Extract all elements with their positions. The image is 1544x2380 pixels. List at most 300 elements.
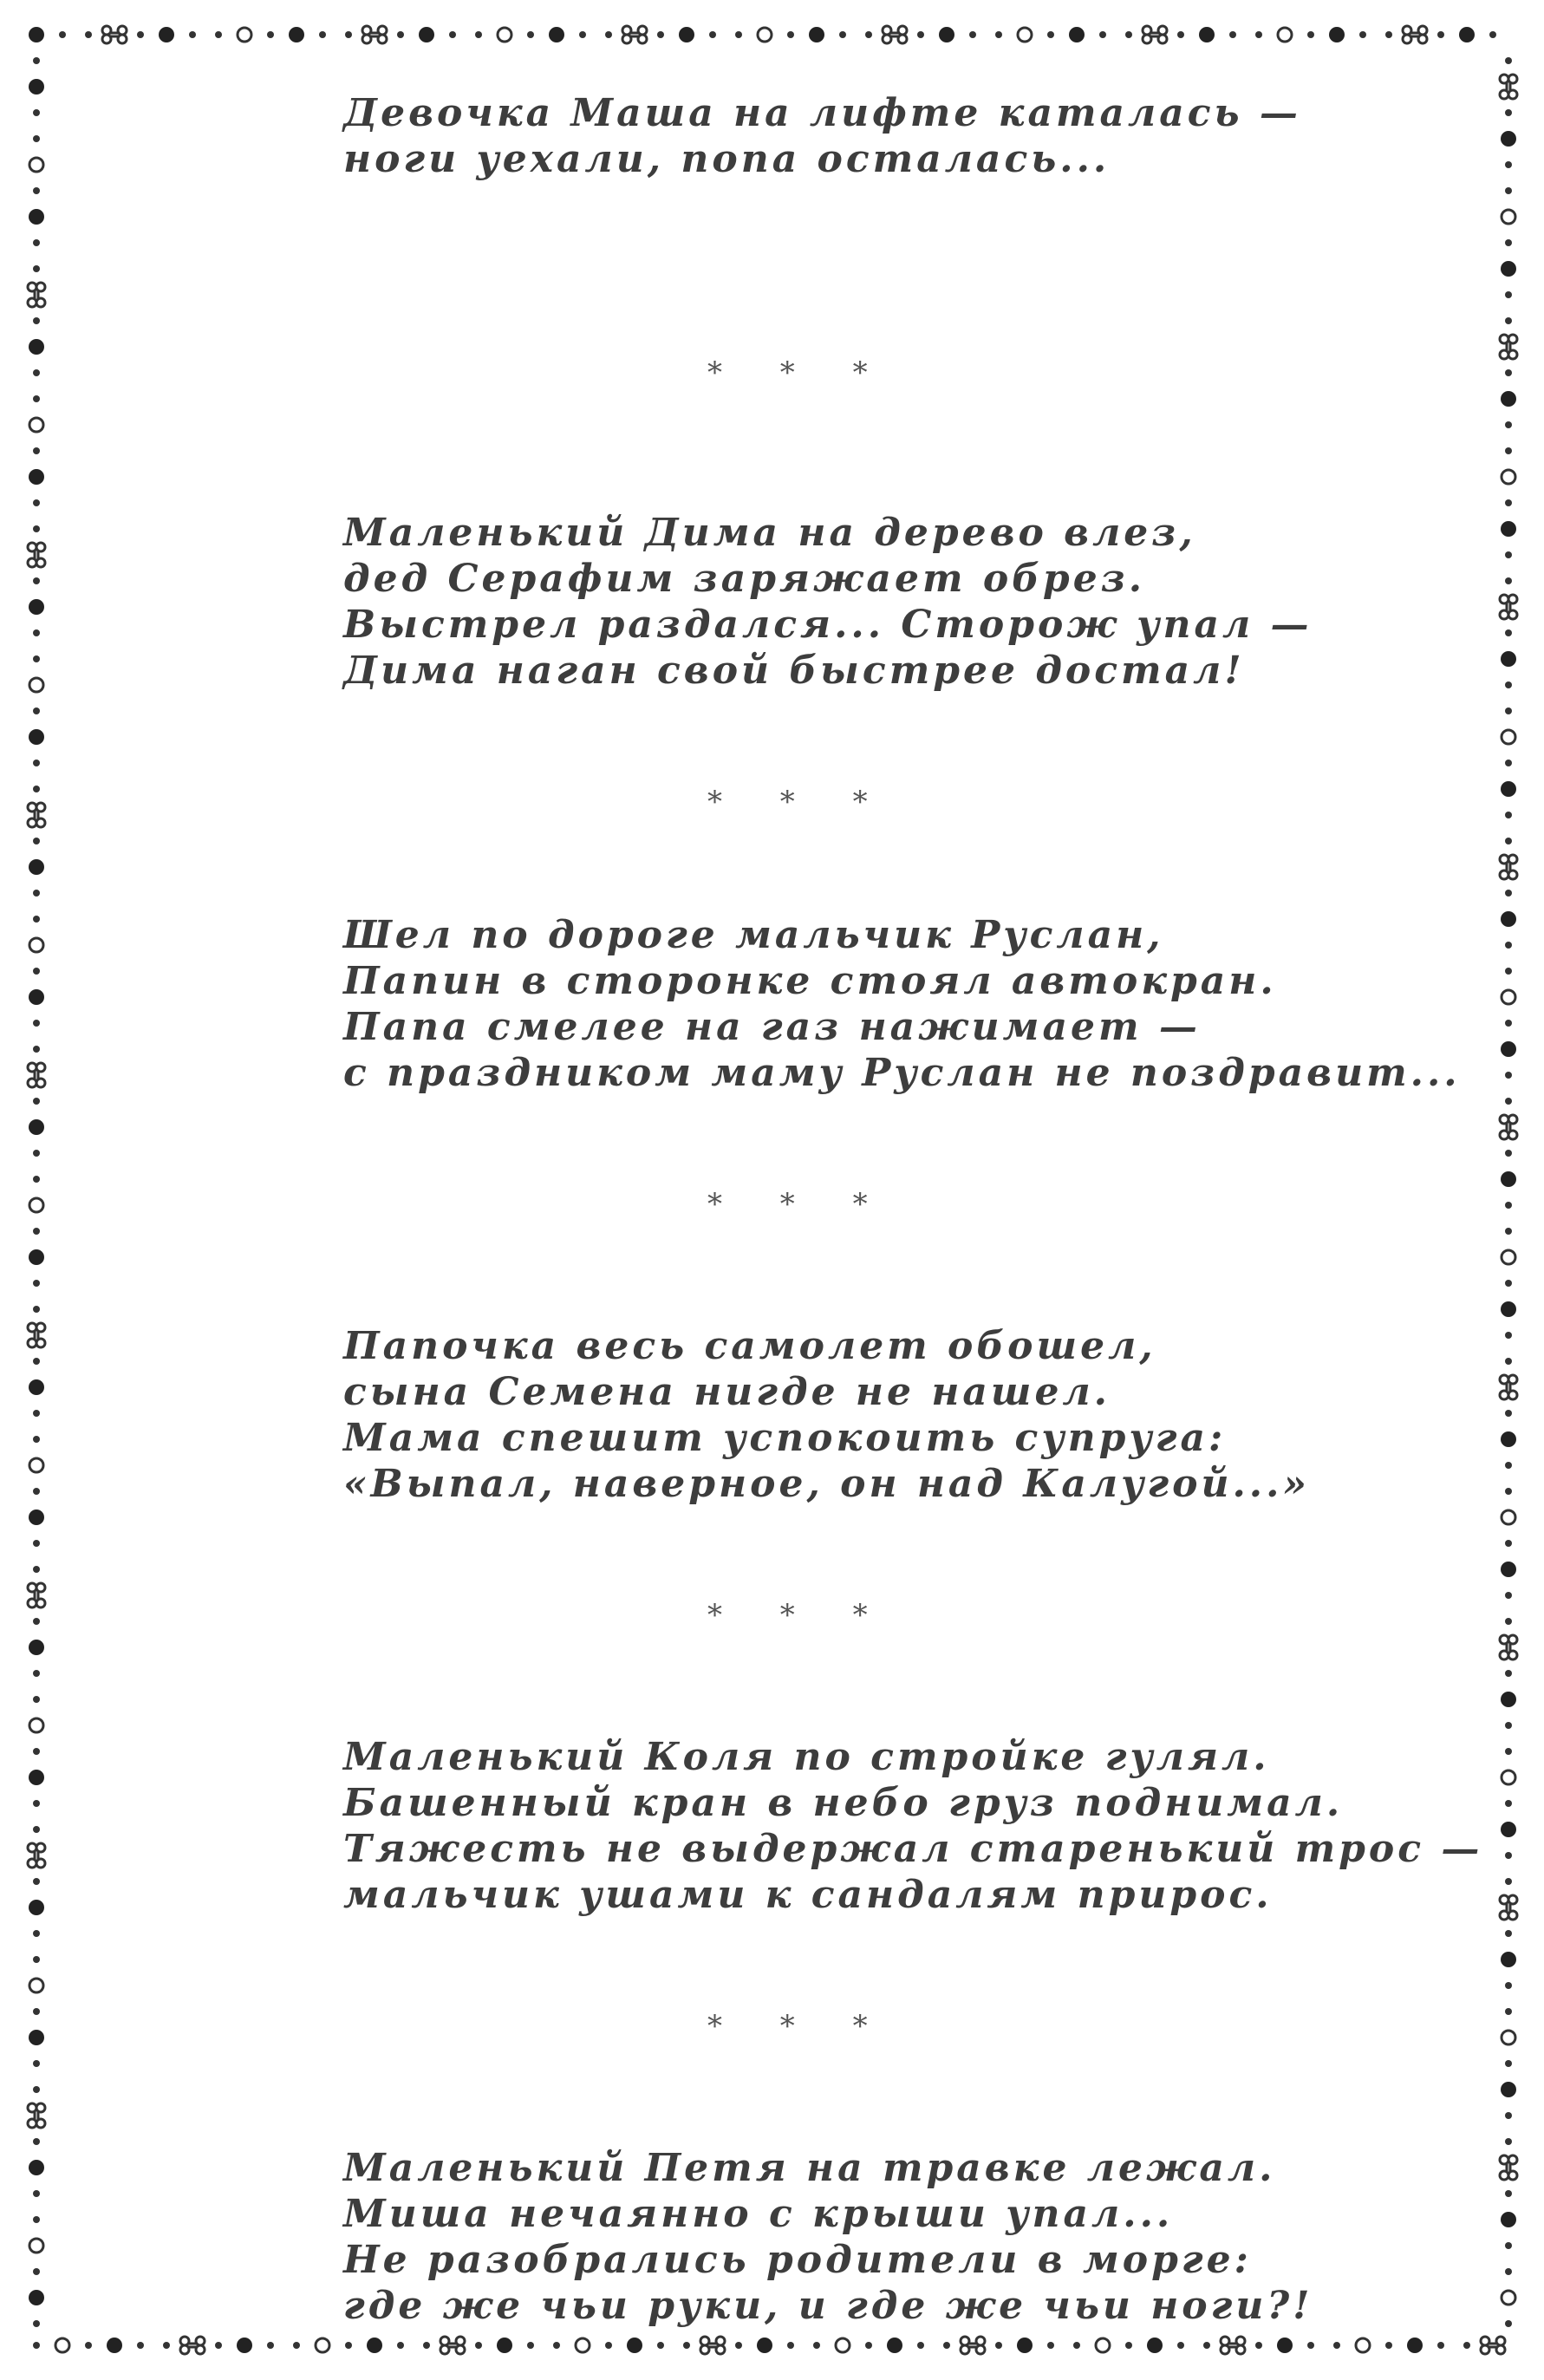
ornament-dot <box>1505 1462 1512 1469</box>
ornament-dot <box>33 1280 40 1287</box>
ornament-dot <box>1278 28 1292 42</box>
ornament-dot <box>1505 317 1512 324</box>
bone-icon <box>883 26 907 43</box>
ornament-dot <box>33 369 40 376</box>
ornament-dot <box>939 27 954 42</box>
bone-icon <box>1481 2337 1505 2354</box>
ornament-dot <box>1307 2342 1314 2349</box>
ornament-dot <box>917 2342 924 2349</box>
ornament-dot <box>29 1718 43 1732</box>
ornament-dot <box>1505 551 1512 558</box>
ornament-dot <box>1047 31 1054 38</box>
ornament-dot <box>29 1458 43 1472</box>
asterisks: * * * <box>707 355 892 390</box>
ornament-dot <box>33 1306 40 1313</box>
stanza-line: сына Семена нигде не нашел. <box>343 1370 1111 1414</box>
ornament-dot <box>1501 261 1516 277</box>
ornament-dot <box>1437 31 1444 38</box>
ornament-dot <box>33 629 40 636</box>
ornament-dot <box>345 31 352 38</box>
ornament-dot <box>1505 2060 1512 2067</box>
ornament-dot <box>33 135 40 142</box>
bone-icon <box>1403 26 1427 43</box>
ornament-dot <box>33 1410 40 1417</box>
stanza-line: Не разобрались родители в морге: <box>343 2238 1252 2282</box>
ornament-dot <box>29 678 43 692</box>
ornament-dot <box>33 1046 40 1053</box>
ornament-dot <box>1385 31 1392 38</box>
ornament-dot <box>1501 1952 1516 1967</box>
ornament-dot <box>1505 890 1512 897</box>
stanza-line: Девочка Маша на лифте каталась — <box>343 91 1301 135</box>
stanza-line: Выстрел раздался... Сторож упал — <box>343 603 1313 647</box>
ornament-dot <box>1229 31 1236 38</box>
bone-icon <box>440 2337 465 2354</box>
ornament-dot <box>33 2190 40 2197</box>
bone-icon <box>1500 75 1517 99</box>
ornament-dot <box>29 2239 43 2253</box>
stanza-separator <box>343 1507 1384 1734</box>
ornament-dot <box>1147 2338 1163 2353</box>
ornament-dot <box>475 2342 482 2349</box>
ornament-dot <box>1502 470 1515 484</box>
ornament-dot <box>1489 31 1496 38</box>
stanza-separator <box>343 1918 1384 2145</box>
ornament-dot <box>1385 2342 1392 2349</box>
ornament-dot <box>1505 1540 1512 1547</box>
ornament-dot <box>1125 2342 1132 2349</box>
bone-icon <box>28 803 45 827</box>
stanza-line: Шел по дороге мальчик Руслан, <box>343 913 1164 957</box>
ornament-dot <box>33 2342 40 2349</box>
ornament-dot <box>423 2342 430 2349</box>
ornament-dot <box>33 187 40 194</box>
ornament-dot <box>1505 1228 1512 1235</box>
ornament-dot <box>33 968 40 975</box>
ornament-dot <box>29 1249 44 1265</box>
ornament-dot <box>59 31 66 38</box>
ornament-dot <box>85 31 92 38</box>
ornament-dot <box>33 317 40 324</box>
ornament-dot <box>29 79 44 95</box>
ornament-dot <box>943 2342 950 2349</box>
ornament-dot <box>33 916 40 923</box>
stanza-line: Маленький Петя на травке лежал. <box>343 2146 1276 2190</box>
ornament-dot <box>1501 2212 1516 2227</box>
ornament-dot <box>709 31 716 38</box>
ornament-dot <box>1505 968 1512 975</box>
ornament-dot <box>1505 1618 1512 1625</box>
ornament-dot <box>33 1618 40 1625</box>
ornament-dot <box>29 989 44 1005</box>
ornament-dot <box>1463 2342 1470 2349</box>
ornament-dot <box>29 1510 44 1525</box>
ornament-dot <box>33 1748 40 1755</box>
ornament-dot <box>55 2338 69 2352</box>
ornament-dot <box>1501 651 1516 667</box>
ornament-dot <box>1505 577 1512 584</box>
ornament-dot <box>29 859 44 875</box>
ornament-dot <box>1505 707 1512 714</box>
ornament-dot <box>33 838 40 844</box>
ornament-dot <box>33 1358 40 1365</box>
ornament-dot <box>1505 1722 1512 1729</box>
ornament-dot <box>1307 31 1314 38</box>
bone-icon <box>1500 1115 1517 1139</box>
ornament-dot <box>33 760 40 766</box>
ornament-dot <box>29 158 43 172</box>
bone-icon <box>622 26 647 43</box>
ornament-dot <box>163 2342 170 2349</box>
ornament-dot <box>29 2290 44 2305</box>
ornament-dot <box>735 31 742 38</box>
ornament-dot <box>1017 2338 1033 2353</box>
stanza-line: Миша нечаянно с крыши упал... <box>343 2192 1174 2236</box>
ornament-dot <box>579 31 586 38</box>
ornament-dot <box>29 1379 44 1395</box>
ornament-dot <box>836 2338 850 2352</box>
ornament-dot <box>1329 27 1345 42</box>
ornament-dot <box>1501 1171 1516 1187</box>
ornament-dot <box>605 31 612 38</box>
ornament-dot <box>1505 838 1512 844</box>
ornament-dot <box>33 786 40 792</box>
stanza-5 <box>343 1734 1483 1918</box>
ornament-dot <box>1505 2190 1512 2197</box>
ornament-dot <box>1502 2031 1515 2044</box>
ornament-dot <box>1501 911 1516 927</box>
ornament-dot <box>1502 1770 1515 1784</box>
ornament-dot <box>33 447 40 454</box>
stanza-line: Папа смелее на газ нажимает — <box>343 1005 1201 1049</box>
ornament-dot <box>33 395 40 402</box>
ornament-dot <box>1502 990 1515 1004</box>
ornament-dot <box>289 27 304 42</box>
ornament-dot <box>29 1198 43 1212</box>
ornament-dot <box>1459 27 1475 42</box>
asterisks: * * * <box>707 785 892 819</box>
ornament-dot <box>33 1826 40 1833</box>
ornament-dot <box>787 2342 794 2349</box>
stanza-line: «Выпал, наверное, он над Калугой...» <box>343 1462 1310 1506</box>
ornament-dot <box>1177 2342 1184 2349</box>
ornament-dot <box>657 31 664 38</box>
ornament-dot <box>419 27 434 42</box>
ornament-dot <box>657 2342 664 2349</box>
ornament-dot <box>29 27 44 42</box>
ornament-dot <box>1505 681 1512 688</box>
asterisks: * * * <box>707 2009 892 2044</box>
stanza-6 <box>343 2145 1384 2329</box>
ornament-dot <box>735 2342 742 2349</box>
ornament-dot <box>33 1878 40 1885</box>
ornament-dot <box>33 2268 40 2275</box>
bone-icon <box>1500 855 1517 879</box>
bone-icon <box>1500 1375 1517 1399</box>
bone-icon <box>28 283 45 307</box>
ornament-dot <box>33 1098 40 1105</box>
ornament-dot <box>1505 239 1512 246</box>
bone-icon <box>1500 1635 1517 1659</box>
ornament-dot <box>1505 1332 1512 1339</box>
ornament-dot <box>237 2338 252 2353</box>
ornament-dot <box>29 339 44 355</box>
ornament-dot <box>757 2338 772 2353</box>
ornament-dot <box>137 2342 144 2349</box>
ornament-dot <box>1505 1202 1512 1209</box>
ornament-dot <box>33 1436 40 1443</box>
ornament-dot <box>1501 391 1516 407</box>
ornament-dot <box>1199 27 1215 42</box>
ornament-dot <box>1505 109 1512 116</box>
stanza-line: Дима наган свой быстрее достал! <box>343 649 1245 693</box>
ornament-dot <box>1125 31 1132 38</box>
bone-icon <box>1500 2155 1517 2180</box>
ornament-dot <box>189 31 196 38</box>
ornament-dot <box>33 577 40 584</box>
ornament-dot <box>1437 2342 1444 2349</box>
ornament-dot <box>1505 1748 1512 1755</box>
ornament-dot <box>1177 31 1184 38</box>
ornament-dot <box>865 2342 872 2349</box>
bone-icon <box>28 1323 45 1347</box>
ornament-dot <box>1069 27 1085 42</box>
bone-icon <box>28 1583 45 1607</box>
ornament-dot <box>267 2342 274 2349</box>
stanza-line: дед Серафим заряжает обрез. <box>343 557 1146 601</box>
ornament-dot <box>549 27 564 42</box>
stanza-separator <box>343 1096 1384 1323</box>
ornament-dot <box>887 2338 902 2353</box>
ornament-dot <box>475 31 482 38</box>
ornament-dot <box>1501 1562 1516 1577</box>
ornament-dot <box>1505 1800 1512 1807</box>
ornament-dot <box>29 2160 44 2175</box>
ornament-dot <box>1505 2112 1512 2119</box>
bone-icon <box>28 2103 45 2128</box>
ornament-dot <box>1505 369 1512 376</box>
ornament-dot <box>1505 1098 1512 1105</box>
ornament-dot <box>293 2342 300 2349</box>
ornament-dot <box>215 2342 222 2349</box>
ornament-dot <box>839 31 846 38</box>
ornament-dot <box>1501 1822 1516 1837</box>
ornament-dot <box>159 27 174 42</box>
ornament-dot <box>1505 1410 1512 1417</box>
ornament-dot <box>33 1696 40 1703</box>
ornament-dot <box>33 655 40 662</box>
ornament-dot <box>553 2342 560 2349</box>
bone-icon <box>961 2337 985 2354</box>
ornament-dot <box>1277 2338 1293 2353</box>
ornament-dot <box>1505 1670 1512 1677</box>
stanza-3 <box>343 912 1461 1096</box>
ornament-dot <box>969 31 976 38</box>
ornament-dot <box>33 525 40 532</box>
ornament-dot <box>813 2342 820 2349</box>
ornament-dot <box>33 1930 40 1937</box>
ornament-dot <box>1505 1852 1512 1859</box>
ornament-dot <box>787 31 794 38</box>
bone-icon <box>28 1063 45 1087</box>
ornament-dot <box>1359 31 1366 38</box>
ornament-dot <box>29 1640 44 1655</box>
ornament-dot <box>995 31 1002 38</box>
ornament-dot <box>29 1979 43 1992</box>
ornament-dot <box>33 239 40 246</box>
ornament-dot <box>33 499 40 506</box>
ornament-dot <box>1505 942 1512 949</box>
ornament-dot <box>33 2216 40 2223</box>
ornament-dot <box>865 31 872 38</box>
asterisks: * * * <box>707 1187 892 1222</box>
stanza-line: мальчик ушами к сандалям прирос. <box>343 1873 1273 1917</box>
ornament-dot <box>1502 1250 1515 1264</box>
ornament-dot <box>1505 1358 1512 1365</box>
ornament-dot <box>1505 2320 1512 2327</box>
bone-icon <box>1500 1895 1517 1920</box>
ornament-dot <box>1501 521 1516 537</box>
ornament-dot <box>605 2342 612 2349</box>
asterisks: * * * <box>707 1598 892 1633</box>
ornament-dot <box>397 2342 404 2349</box>
ornament-dot <box>29 2030 44 2045</box>
bone-icon <box>28 543 45 567</box>
ornament-dot <box>33 57 40 64</box>
ornament-dot <box>29 599 44 615</box>
ornament-dot <box>1505 760 1512 766</box>
ornament-dot <box>1096 2338 1110 2352</box>
bone-icon <box>700 2337 725 2354</box>
bone-icon <box>28 1843 45 1868</box>
ornament-dot <box>627 2338 642 2353</box>
ornament-dot <box>1505 2242 1512 2249</box>
ornament-dot <box>33 2008 40 2015</box>
bone-icon <box>1500 335 1517 359</box>
ornament-dot <box>917 31 924 38</box>
ornament-dot <box>1505 1592 1512 1599</box>
ornament-dot <box>1505 2138 1512 2145</box>
stanza-line: ноги уехали, попа осталась... <box>343 137 1111 181</box>
ornament-dot <box>29 209 44 225</box>
stanza-2 <box>343 510 1384 694</box>
stanza-separator <box>343 182 1384 510</box>
ornament-dot <box>29 729 44 745</box>
ornament-dot <box>758 28 772 42</box>
ornament-dot <box>1502 2291 1515 2305</box>
ornament-dot <box>238 28 251 42</box>
ornament-dot <box>29 469 44 485</box>
ornament-dot <box>29 418 43 432</box>
ornament-dot <box>527 31 534 38</box>
ornament-dot <box>498 28 511 42</box>
stanza-4 <box>343 1323 1384 1507</box>
ornament-dot <box>29 1900 44 1915</box>
ornament-dot <box>33 1800 40 1807</box>
stanza-line: Мама спешит успокоить супруга: <box>343 1416 1227 1460</box>
bone-icon <box>1143 26 1167 43</box>
ornament-dot <box>85 2342 92 2349</box>
ornament-dot <box>1505 1488 1512 1495</box>
ornament-dot <box>1505 187 1512 194</box>
bone-icon <box>1500 595 1517 619</box>
ornament-dot <box>1505 421 1512 428</box>
ornament-dot <box>1505 1930 1512 1937</box>
poem-page <box>343 90 1483 2329</box>
bone-icon <box>180 2337 205 2354</box>
ornament-dot <box>1505 2268 1512 2275</box>
ornament-dot <box>33 890 40 897</box>
ornament-dot <box>33 1020 40 1027</box>
ornament-dot <box>33 109 40 116</box>
bone-icon <box>1221 2337 1245 2354</box>
stanza-line: Башенный кран в небо груз поднимал. <box>343 1781 1344 1825</box>
ornament-dot <box>1505 2008 1512 2015</box>
ornament-dot <box>1501 2082 1516 2097</box>
ornament-dot <box>33 265 40 272</box>
ornament-dot <box>1255 31 1262 38</box>
stanza-line: Маленький Дима на дерево влез, <box>343 511 1196 555</box>
ornament-dot <box>1505 1072 1512 1079</box>
ornament-dot <box>1073 2342 1080 2349</box>
ornament-dot <box>1505 291 1512 298</box>
ornament-dot <box>137 31 144 38</box>
ornament-dot <box>33 2138 40 2145</box>
ornament-dot <box>1255 2342 1262 2349</box>
ornament-dot <box>1502 1510 1515 1524</box>
ornament-dot <box>1501 1041 1516 1057</box>
stanza-line: Папин в сторонке стоял автокран. <box>343 959 1277 1003</box>
ornament-dot <box>29 1770 44 1785</box>
ornament-dot <box>1407 2338 1423 2353</box>
stanza-line: Тяжесть не выдержал старенький трос — <box>343 1827 1483 1871</box>
ornament-dot <box>1505 499 1512 506</box>
stanza-line: Папочка весь самолет обошел, <box>343 1324 1156 1368</box>
ornament-dot <box>1505 1982 1512 1989</box>
ornament-dot <box>1505 1280 1512 1287</box>
ornament-dot <box>1203 2342 1210 2349</box>
ornament-dot <box>107 2338 122 2353</box>
ornament-dot <box>33 1488 40 1495</box>
stanza-separator <box>343 694 1384 912</box>
ornament-dot <box>1502 730 1515 744</box>
ornament-dot <box>683 2342 690 2349</box>
ornament-dot <box>33 1540 40 1547</box>
ornament-dot <box>497 2338 512 2353</box>
ornament-dot <box>33 707 40 714</box>
ornament-dot <box>809 27 824 42</box>
ornament-dot <box>1018 28 1032 42</box>
ornament-dot <box>33 1150 40 1157</box>
ornament-dot <box>527 2342 534 2349</box>
ornament-dot <box>33 1670 40 1677</box>
ornament-dot <box>33 1176 40 1183</box>
ornament-dot <box>267 31 274 38</box>
ornament-dot <box>345 2342 352 2349</box>
ornament-dot <box>1501 1692 1516 1707</box>
ornament-dot <box>1505 57 1512 64</box>
ornament-dot <box>215 31 222 38</box>
ornament-dot <box>1505 161 1512 168</box>
ornament-dot <box>1505 1150 1512 1157</box>
ornament-dot <box>33 1228 40 1235</box>
ornament-dot <box>1505 812 1512 818</box>
stanza-line: где же чьи руки, и где же чьи ноги?! <box>343 2284 1313 2328</box>
ornament-dot <box>316 2338 329 2352</box>
ornament-dot <box>33 2060 40 2067</box>
ornament-dot <box>33 1566 40 1573</box>
ornament-dot <box>33 2086 40 2093</box>
